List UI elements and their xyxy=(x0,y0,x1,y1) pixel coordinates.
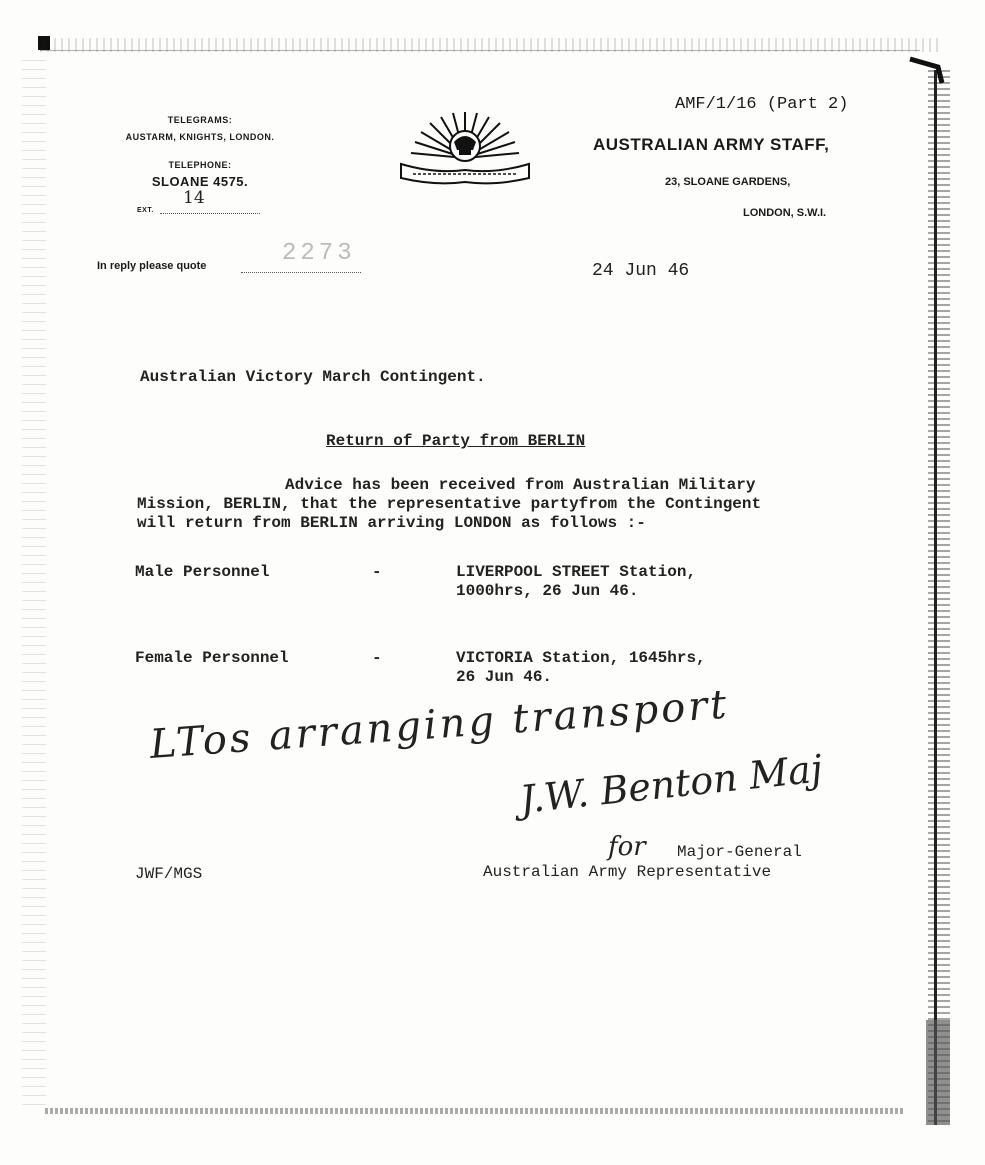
telegrams-value: AUSTARM, KNIGHTS, LONDON. xyxy=(125,132,275,142)
scan-bottom-edge xyxy=(45,1108,905,1114)
handwritten-note: LTos arranging transport xyxy=(148,681,731,768)
telegrams-label: TELEGRAMS: xyxy=(167,115,233,125)
signatory-rank: Major-General xyxy=(677,843,802,861)
arrival-label-female: Female Personnel xyxy=(135,649,289,667)
paragraph-line-3: will return from BERLIN arriving LONDON as follows :- xyxy=(137,514,646,532)
reply-dotted-line xyxy=(241,272,361,273)
letter-heading: Return of Party from BERLIN xyxy=(326,432,586,450)
extension-label: EXT. xyxy=(137,207,154,214)
arrival-dash-male: - xyxy=(372,563,382,581)
organisation-name: AUSTRALIAN ARMY STAFF, xyxy=(593,135,830,154)
address-line-1: 23, SLOANE GARDENS, xyxy=(665,176,791,188)
rising-sun-badge-icon xyxy=(395,108,535,190)
arrival-detail-male-line1: LIVERPOOL STREET Station, xyxy=(456,563,697,581)
arrival-label-male: Male Personnel xyxy=(135,563,270,581)
scan-right-shadow xyxy=(926,1020,950,1125)
reply-stamp-number: 2273 xyxy=(282,240,356,267)
scan-right-edge xyxy=(928,70,950,1125)
paragraph-line-2: Mission, BERLIN, that the representative partyfrom the Contingent xyxy=(137,495,762,513)
file-reference: AMF/1/16 (Part 2) xyxy=(675,95,849,114)
signatory-title: Australian Army Representative xyxy=(483,863,772,881)
telephone-label: TELEPHONE: xyxy=(168,160,232,170)
address-line-2: LONDON, S.W.I. xyxy=(743,207,827,219)
arrival-detail-female-line2: 26 Jun 46. xyxy=(456,668,553,686)
telephone-number: SLOANE 4575. xyxy=(151,174,249,189)
letter-date: 24 Jun 46 xyxy=(592,261,690,281)
scan-left-edge xyxy=(22,60,46,1110)
arrival-dash-female: - xyxy=(372,649,382,667)
handwritten-for: for xyxy=(608,832,646,862)
extension-dotted-line xyxy=(160,213,260,214)
page-curl-mark xyxy=(908,55,948,85)
letter-subject: Australian Victory March Contingent. xyxy=(140,368,486,386)
extension-number: 14 xyxy=(183,188,205,208)
scan-top-line xyxy=(40,50,920,51)
arrival-detail-female-line1: VICTORIA Station, 1645hrs, xyxy=(456,649,706,667)
arrival-detail-male-line2: 1000hrs, 26 Jun 46. xyxy=(456,582,639,600)
reply-quote-label: In reply please quote xyxy=(97,260,207,272)
paragraph-line-1: Advice has been received from Australian Military xyxy=(285,476,756,494)
handwritten-signature: J.W. Benton Maj xyxy=(517,746,825,822)
typist-initials: JWF/MGS xyxy=(135,865,203,883)
